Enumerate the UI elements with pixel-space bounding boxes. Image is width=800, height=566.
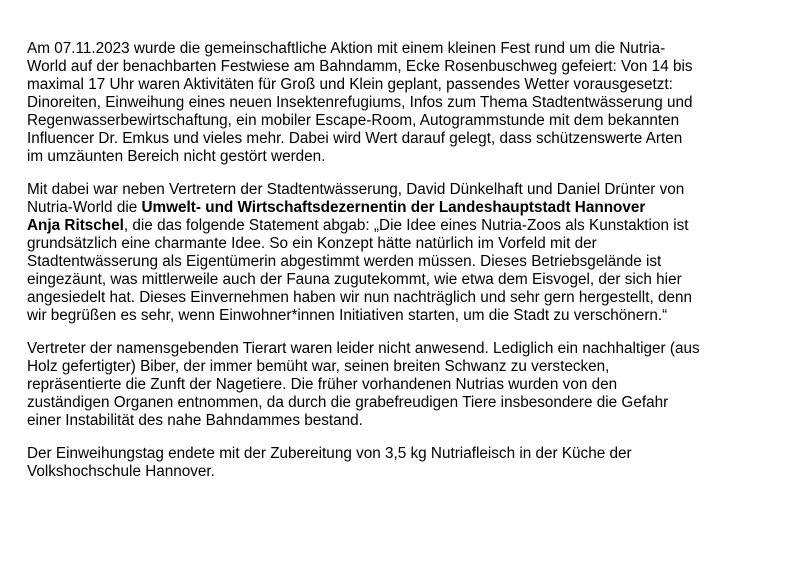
paragraph-ending — [27, 445, 777, 481]
document-body — [27, 40, 777, 496]
paragraph-beaver — [27, 340, 777, 430]
paragraph-statement — [27, 181, 777, 325]
paragraph-bold-name: Umwelt- und Wirtschaftsdezernentin der Landeshauptstadt Hannover Anja Ritschel — [27, 199, 646, 234]
paragraph-text-before: Mit dabei war neben Vertretern der Stadtentwässerung, David Dünkelhaft und Daniel Drünter von Nutria-World die — [27, 181, 685, 216]
paragraph-text-after: , die das folgende Statement abgab: „Die Idee eines Nutria-Zoos als Kunstaktion ist grundsätzlich eine charmante Idee. So ein Konzept hätte natürlich im Vorfeld mit der Stadtentwässerung als Eigentümerin abgestimmt werden müssen. Dieses Betriebsgelände ist eingezäunt, was mittlerweile auch der Fauna zugutekommt, wie etwa dem Eisvogel, der sich hier angesiedelt hat. Dieses Einvernehmen haben wir nun nachträglich und sehr gern hergestellt, denn wir begrüßen es sehr, wenn Einwohner*innen Initiativen starten, um die Stadt zu verschönern.“ — [27, 217, 692, 324]
paragraph-text: Vertreter der namensgebenden Tierart waren leider nicht anwesend. Lediglich ein nachhaltiger (aus Holz gefertigter) Biber, der immer bemüht war, seinen breiten Schwanz zu verstecken, repräsentierte die Zunft der Nagetiere. Die früher vorhandenen Nutrias wurden von den zuständigen Organen entnommen, da durch die grabefreudigen Tiere insbesondere die Gefahr einer Instabilität des nahe Bahndammes bestand. — [27, 340, 700, 429]
paragraph-event-intro — [27, 40, 777, 166]
paragraph-text: Am 07.11.2023 wurde die gemeinschaftliche Aktion mit einem kleinen Fest rund um die Nutria- World auf der benachbarten Festwiese am Bahndamm, Ecke Rosenbuschweg gefeiert: Von 14 bis maximal 17 Uhr waren Aktivitäten für Groß und Klein geplant, passendes Wetter vorausgesetzt: Dinoreiten, Einweihung eines neuen Insektenrefugiums, Infos zum Thema Stadtentwässerung und Regenwasserbewirtschaftung, ein mobiler Escape-Room, Autogrammstunde mit dem bekannten Influencer Dr. Emkus und vieles mehr. Dabei wird Wert darauf gelegt, dass schützenswerte Arten im umzäunten Bereich nicht gestört werden. — [27, 40, 693, 165]
paragraph-text: Der Einweihungstag endete mit der Zubereitung von 3,5 kg Nutriafleisch in der Küche der Volkshochschule Hannover. — [27, 445, 632, 480]
